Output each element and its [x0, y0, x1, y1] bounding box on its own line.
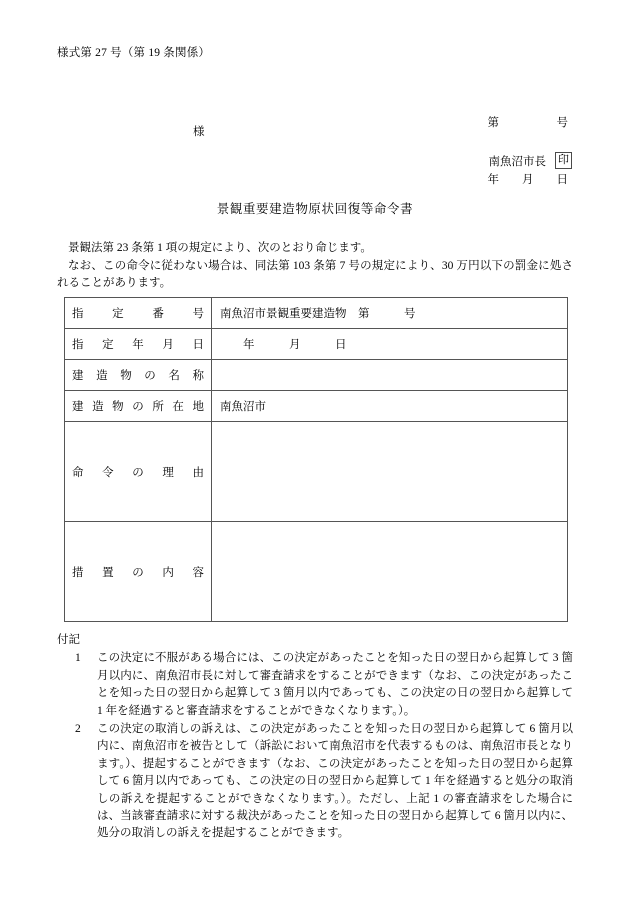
table-row-value[interactable]: [212, 522, 568, 622]
label-char: 容: [192, 566, 204, 579]
label-char: 定: [112, 308, 124, 320]
table-row-value[interactable]: [212, 329, 568, 360]
label-char: 地: [192, 401, 204, 413]
table-row-label: [65, 360, 212, 391]
table-row-label: [65, 522, 212, 622]
appendix-list: [57, 650, 573, 842]
label-char: 年: [132, 339, 144, 351]
label-char: 号: [192, 308, 204, 320]
label-char: 日: [192, 339, 204, 351]
label-char: 指: [72, 339, 84, 351]
label-char: 名: [168, 370, 180, 382]
form-number: 様式第 27 号（第 19 条関係）: [57, 47, 211, 59]
table-row-value[interactable]: [212, 422, 568, 522]
intro-paragraph-2: なお、この命令に従わない場合は、同法第 103 条第 7 号の規定により、30 万円以下の罰金に処されることがあります。: [57, 259, 573, 289]
label-char: の: [132, 566, 144, 579]
appendix-section: [57, 632, 573, 844]
label-char: 物: [120, 370, 132, 382]
label-char: 令: [102, 466, 114, 479]
label-char: 建: [72, 370, 84, 382]
label-char: 称: [192, 370, 204, 382]
label-chars: [72, 398, 204, 414]
label-char: 番: [152, 308, 164, 320]
label-char: 理: [162, 466, 174, 479]
label-char: 所: [152, 401, 164, 413]
label-char: 造: [92, 401, 104, 413]
table-row: [65, 298, 568, 329]
label-chars: [72, 464, 204, 480]
table-body: [65, 298, 568, 622]
table-row-value-text: 南魚沼市景観重要建造物 第 号: [220, 308, 416, 320]
addressee-line: 様: [193, 126, 205, 138]
label-char: の: [132, 401, 144, 413]
label-chars: [72, 367, 204, 383]
label-char: 措: [72, 566, 84, 579]
label-char: の: [132, 466, 144, 479]
intro-text: [57, 240, 573, 293]
label-char: 定: [102, 339, 114, 351]
label-char: 置: [102, 566, 114, 579]
label-char: 指: [72, 308, 84, 320]
appendix-item-number: 2: [75, 723, 81, 736]
table-row-value[interactable]: [212, 360, 568, 391]
issuer-block: [489, 152, 573, 169]
table-row: [65, 329, 568, 360]
seal-stamp-box: 印: [555, 152, 572, 169]
issuer-name: 南魚沼市長: [488, 155, 546, 168]
table-row: [65, 360, 568, 391]
appendix-item-text: この決定に不服がある場合には、この決定があったことを知った日の翌日から起算して 3 箇月以内に、南魚沼市長に対して審査請求をすることができます（なお、この決定があったことを知った日の翌日から起算して 3 箇月以内であっても、この決定の日の翌日から起算して 1 年を経過すると審査請求をすることができなくなります。）。: [97, 652, 573, 717]
label-char: 造: [96, 370, 108, 382]
label-chars: [72, 305, 204, 321]
appendix-title: 付記: [57, 634, 80, 646]
document-number-line: 第 号: [487, 117, 568, 129]
label-char: 命: [72, 466, 84, 479]
label-char: の: [144, 370, 156, 382]
page-title: 景観重要建造物原状回復等命令書: [216, 202, 414, 216]
table-row-label: [65, 298, 212, 329]
document-date-line: 年 月 日: [487, 174, 568, 186]
table-row-value-text: 南魚沼市: [220, 401, 266, 413]
intro-paragraph-1: 景観法第 23 条第 1 項の規定により、次のとおり命じます。: [68, 242, 372, 254]
table-row-label: [65, 391, 212, 422]
table-row-value[interactable]: [212, 298, 568, 329]
appendix-item-text: この決定の取消しの訴えは、この決定があったことを知った日の翌日から起算して 6 箇月以内に、南魚沼市を被告として（訴訟において南魚沼市を代表するものは、南魚沼市長となります。）、提起することができます（なお、この決定があったことを知った日の翌日から起算して 6 箇月以内であっても、この決定の日の翌日から起算して 1 年を経過すると処分の取消しの訴えを提起することができなくなります。）。ただし、上記 1 の審査請求をした場合には、当該審査請求に対する裁決があったことを知った日の翌日から起算して 6 箇月以内に、処分の取消しの訴えを提起することができます。: [97, 723, 573, 840]
label-char: 物: [112, 401, 124, 413]
appendix-item-number: 1: [75, 652, 81, 665]
table-row-label: [65, 422, 212, 522]
label-char: 在: [172, 401, 184, 413]
label-char: 由: [192, 466, 204, 479]
label-chars: [72, 336, 204, 352]
order-details-table: [64, 297, 568, 622]
appendix-item: [57, 650, 573, 720]
table-row: [65, 522, 568, 622]
table-row: [65, 422, 568, 522]
appendix-item: [57, 721, 573, 843]
label-char: 内: [162, 566, 174, 579]
table-row: [65, 391, 568, 422]
table-row-value-text: 年 月 日: [220, 339, 347, 351]
label-char: 月: [162, 339, 174, 351]
label-chars: [72, 564, 204, 580]
table-row-label: [65, 329, 212, 360]
table-row-value[interactable]: [212, 391, 568, 422]
label-char: 建: [72, 401, 84, 413]
